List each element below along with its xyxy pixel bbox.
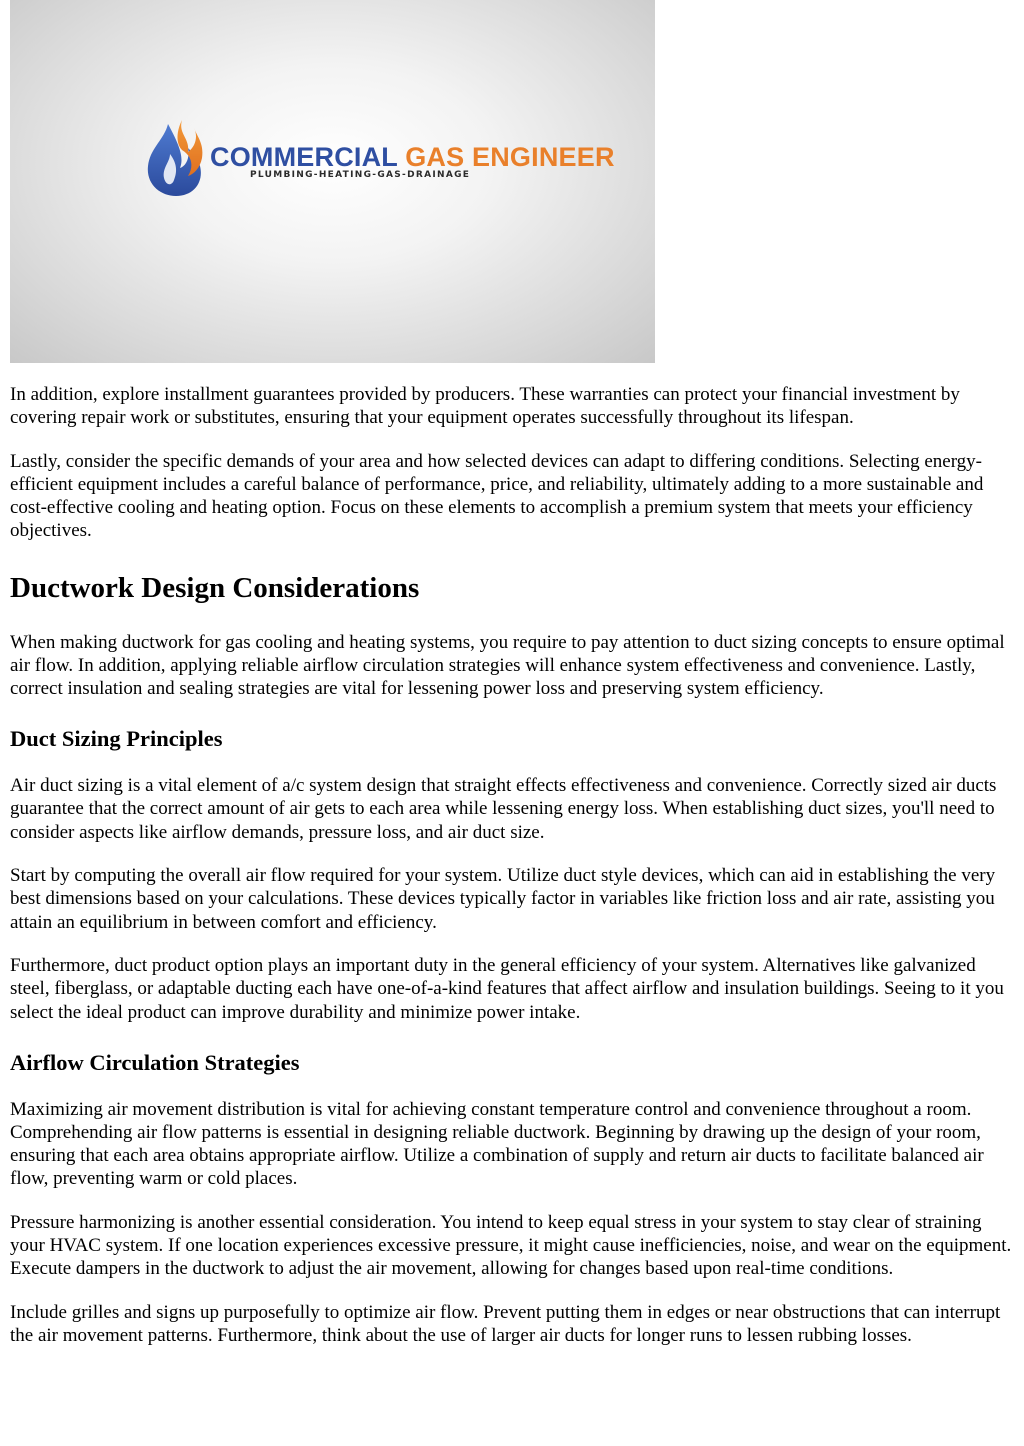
heading-airflow-circulation: Airflow Circulation Strategies [10,1049,300,1075]
paragraph-air-flow-computing: Start by computing the overall air flow required for your system. Utilize duct style devices, which can aid in establishing the very best dimensions based on your calculations. These devices typically factor in variables like friction loss and air rate, assisting you attain an equilibrium in between comfort and efficiency. [10,865,996,933]
heading-ductwork-design: Ductwork Design Considerations [10,571,420,604]
flame-icon [138,118,210,198]
paragraph-duct-sizing: Air duct sizing is a vital element of a/c system design that straight effects effectiveness and convenience. Correctly sized air ducts guarantee that the correct amount of air gets to each area while lessening energy loss. When establishing duct sizes, you'll need to consider aspects like airflow demands, pressure loss, and air duct size. [10,775,997,843]
company-logo [138,118,615,198]
logo-word-commercial: COMMERCIAL [210,141,398,172]
logo-wordmark [210,143,615,171]
paragraph-duct-material: Furthermore, duct product option plays an important duty in the general efficiency of your system. Alternatives like galvanized steel, fiberglass, or adaptable ducting each have one-of-a-kind features that affect airflow and insulation buildings. Seeing to it you select the ideal product can improve durability and minimize power intake. [10,955,1004,1023]
paragraph-ductwork-intro: When making ductwork for gas cooling and heating systems, you require to pay attention to duct sizing concepts to ensure optimal air flow. In addition, applying reliable airflow circulation strategies will enhance system effectiveness and convenience. Lastly, correct insulation and sealing strategies are vital for lessening power loss and preserving system efficiency. [10,631,1005,700]
logo-tagline: PLUMBING-HEATING-GAS-DRAINAGE [250,169,471,180]
hero-image [10,0,655,363]
paragraph-pressure-balancing: Pressure harmonizing is another essential consideration. You intend to keep equal stress in your system to stay clear of straining your HVAC system. If one location experiences excessive pressure, it might cause inefficiencies, noise, and wear on the equipment. Execute dampers in the ductwork to adjust the air movement, allowing for changes based upon real-time conditions. [10,1212,1012,1280]
paragraph-warranties: In addition, explore installment guarantees provided by producers. These warranties can protect your financial investment by covering repair work or substitutes, ensuring that your equipment operates successfully throughout its lifespan. [10,384,960,429]
paragraph-air-distribution: Maximizing air movement distribution is vital for achieving constant temperature control and convenience throughout a room. Comprehending air flow patterns is essential in designing reliable ductwork. Beginning by drawing up the design of your room, ensuring that each area obtains appropriate airflow. Utilize a combination of supply and return air ducts to facilitate balanced air flow, preventing warm or cold places. [10,1098,984,1190]
paragraph-area-demands: Lastly, consider the specific demands of your area and how selected devices can adapt to differing conditions. Selecting energy-efficient equipment includes a careful balance of performance, price, and reliability, ultimately adding to a more sustainable and cost-effective cooling and heating option. Focus on these elements to accomplish a premium system that meets your efficiency objectives. [10,450,984,542]
paragraph-grilles-registers: Include grilles and signs up purposefully to optimize air flow. Prevent putting them in edges or near obstructions that can interrupt the air movement patterns. Furthermore, think about the use of larger air ducts for longer runs to lessen rubbing losses. [10,1302,1001,1347]
heading-duct-sizing: Duct Sizing Principles [10,726,223,752]
logo-word-gas-engineer: GAS ENGINEER [405,141,615,172]
